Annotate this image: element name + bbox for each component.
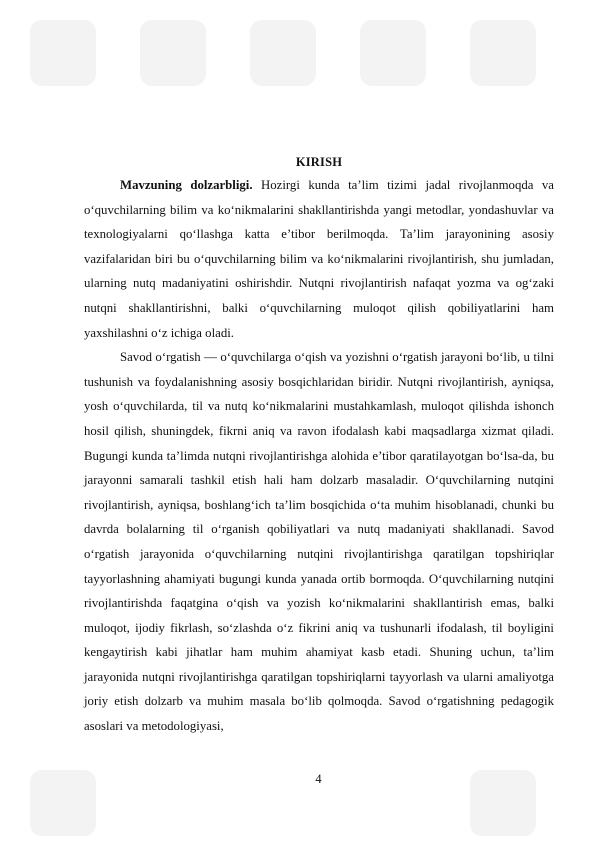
paragraph-text: Hozirgi kunda ta’lim tizimi jadal rivojlanmoqda va o‘quvchilarning bilim va ko‘nikmalarini shakllantirishda yangi metodlar, yondashuvlar va texnologiyalarni qo‘llashga katta e’tibor berilmoqda. Ta’lim jarayonining asosiy vazifalaridan biri bu o‘quvchilarning bilim va ko‘nikmalarini rivojlantirish, shu jumladan, ularning nutq madaniyatini oshirishdir. Nutqni rivojlantirish nafaqat yozma va og‘zaki nutqni shakllantirishni, balki o‘quvchilarning muloqot qilish qobiliyatlarini ham yaxshilashni o‘z ichiga oladi. (84, 178, 554, 340)
document-body (84, 152, 554, 739)
section-heading: KIRISH (295, 155, 343, 169)
paragraph-relevance (84, 173, 554, 345)
paragraph-literacy: Savod o‘rgatish — o‘quvchilarga o‘qish va yozishni o‘rgatish jarayoni bo‘lib, u tilni tushunish va foydalanishning asosiy bosqichlaridan biridir. Nutqni rivojlantirish, ayniqsa, yosh o‘quvchilarda, til va nutq ko‘nikmalarini mustahkamlash, muloqot qilishda ishonch hosil qilish, shuningdek, fikrni aniq va ravon ifodalash kabi maqsadlarga xizmat qiladi. Bugungi kunda ta’limda nutqni rivojlantirishga alohida e’tibor qaratilayotgan bo‘lsa-da, bu jarayonni samarali tashkil etish hali ham dolzarb masaladir. O‘quvchilarning nutqini rivojlantirish, ayniqsa, boshlang‘ich ta’lim bosqichida o‘ta muhim hisoblanadi, chunki bu davrda bolalarning til o‘rganish qobiliyatlari va nutq madaniyati shakllanadi. Savod o‘rgatish jarayonida o‘quvchilarning nutqini rivojlantirishga qaratilgan topshiriqlar tayyorlashning ahamiyati bugungi kunda yanada ortib bormoqda. O‘quvchilarning nutqini rivojlantirishda faqatgina o‘qish va yozish ko‘nikmalarini shakllantirish emas, balki muloqot, ijodiy fikrlash, so‘zlashda o‘z fikrini aniq va tushunarli ifodalash, til boyligini kengaytirish kabi jihatlar ham muhim ahamiyat kasb etadi. Shuning uchun, ta’lim jarayonida nutqni rivojlantirishga qaratilgan topshiriqlarni tayyorlash va ularni amaliyotga joriy etish dolzarb va muhim masala bo‘lib qolmoqda. Savod o‘rgatishning pedagogik asoslari va metodologiyasi, (84, 350, 554, 734)
paragraph-lead: Mavzuning dolzarbligi. (120, 178, 253, 192)
page-number: 4 (315, 772, 322, 786)
